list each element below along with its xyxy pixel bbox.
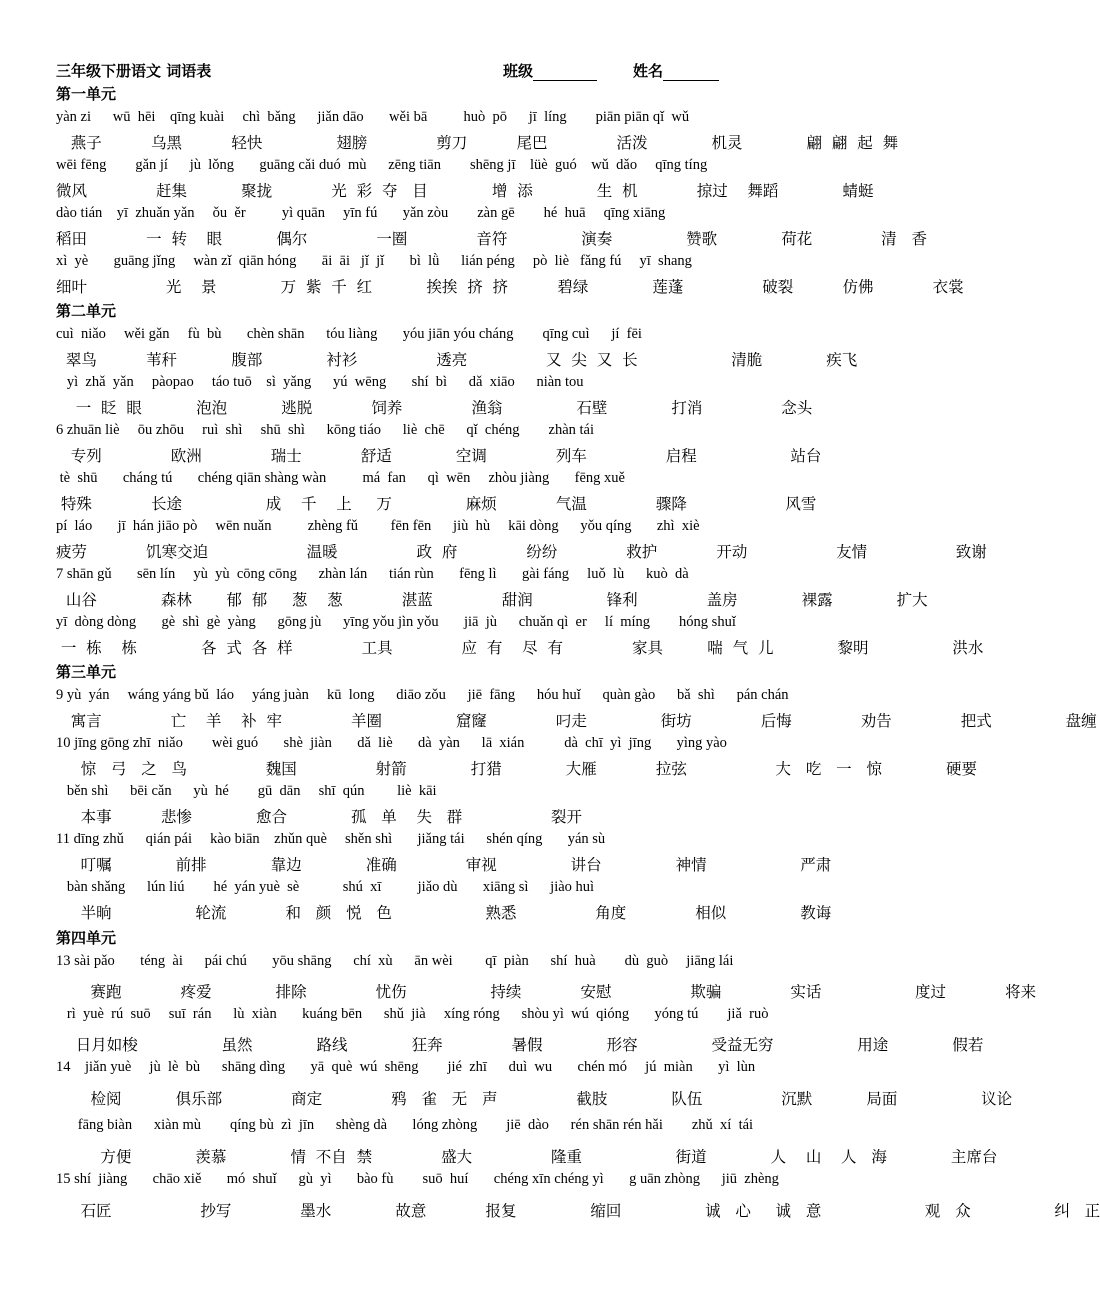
- pinyin-line: wēi fēng gǎn jí jù lǒng guāng cǎi duó mù zēng tiān shēng jī lüè guó wǔ dǎo qīng tíng: [56, 157, 708, 173]
- hanzi-line: 燕子 乌黑 轻快 翅膀 剪刀 尾巴 活泼 机灵 翩 翩 起 舞: [56, 134, 899, 152]
- unit-1-title: 第一单元: [56, 85, 117, 103]
- hanzi-line: 疲劳 饥寒交迫 温暖 政 府 纷纷 救护 开动 友情 致谢: [56, 543, 987, 561]
- hanzi-line: 特殊 长途 成 千 上 万 麻烦 气温 骤降 风雪: [56, 495, 817, 513]
- pinyin-line: 14 jiǎn yuè jù lè bù shāng dìng yā què wú shēng jié zhī duì wu chén mó jú miàn yì lùn: [56, 1059, 756, 1075]
- pinyin-line: yàn zi wū hēi qīng kuài chì bǎng jiǎn dāo wěi bā huò pō jī líng piān piān qǐ wǔ: [56, 109, 690, 125]
- pinyin-line: rì yuè rú suō suī rán lù xiàn kuáng bēn shǔ jià xíng róng shòu yì wú qióng yóng tú jiǎ ruò: [56, 1006, 769, 1022]
- hanzi-line: 一 栋 栋 各 式 各 样 工具 应 有 尽 有 家具 喘 气 儿 黎明 洪水: [56, 639, 984, 657]
- pinyin-line: běn shì bēi cǎn yù hé gū dān shī qún liè kāi: [56, 783, 437, 799]
- name-field: [633, 60, 719, 81]
- hanzi-line: 石匠 抄写 墨水 故意 报复 缩回 诚 心 诚 意 观 众 纠 正: [56, 1202, 1100, 1220]
- class-label: 班级: [503, 62, 534, 80]
- name-label: 姓名: [633, 62, 664, 80]
- pinyin-line: 6 zhuān liè ōu zhōu ruì shì shū shì kōng tiáo liè chē qǐ chéng zhàn tái: [56, 422, 595, 438]
- sheet-title: 三年级下册语文 词语表: [56, 62, 212, 80]
- hanzi-line: 专列 欧洲 瑞士 舒适 空调 列车 启程 站台: [56, 447, 822, 465]
- class-blank[interactable]: [533, 66, 597, 81]
- pinyin-line: tè shū cháng tú chéng qiān shàng wàn má fan qì wēn zhòu jiàng fēng xuě: [56, 470, 625, 486]
- hanzi-line: 检阅 俱乐部 商定 鸦 雀 无 声 截肢 队伍 沉默 局面 议论: [56, 1090, 1013, 1108]
- hanzi-line: 山谷 森林 郁 郁 葱 葱 湛蓝 甜润 锋利 盖房 裸露 扩大: [56, 591, 928, 609]
- hanzi-line: 叮嘱 前排 靠边 准确 审视 讲台 神情 严肃: [56, 856, 832, 874]
- pinyin-line: yì zhǎ yǎn pàopao táo tuō sì yǎng yú wēng shí bì dǎ xiāo niàn tou: [56, 374, 584, 390]
- hanzi-line: 方便 羡慕 情 不自 禁 盛大 隆重 街道 人 山 人 海 主席台: [56, 1148, 998, 1166]
- pinyin-line: 11 dīng zhǔ qián pái kào biān zhǔn què shěn shì jiǎng tái shén qíng yán sù: [56, 831, 606, 847]
- pinyin-line: pí láo jī hán jiāo pò wēn nuǎn zhèng fǔ fēn fēn jiù hù kāi dòng yǒu qíng zhì xiè: [56, 518, 700, 534]
- pinyin-line: bàn shǎng lún liú hé yán yuè sè shú xī jiǎo dù xiāng sì jiào huì: [56, 879, 595, 895]
- class-field: [503, 60, 597, 81]
- hanzi-line: 惊 弓 之 鸟 魏国 射箭 打猎 大雁 拉弦 大 吃 一 惊 硬要: [56, 760, 977, 778]
- hanzi-line: 日月如梭 虽然 路线 狂奔 暑假 形容 受益无穷 用途 假若: [56, 1036, 984, 1054]
- unit-2-title: 第二单元: [56, 302, 117, 320]
- pinyin-line: xì yè guāng jǐng wàn zǐ qiān hóng āi āi jǐ jǐ bì lǜ lián péng pò liè fǎng fú yī shang: [56, 253, 692, 269]
- pinyin-line: 9 yù yán wáng yáng bǔ láo yáng juàn kū long diāo zǒu jiē fāng hóu huǐ quàn gào bǎ shì pán chán: [56, 687, 789, 703]
- unit-3-title: 第三单元: [56, 663, 117, 681]
- pinyin-line: 7 shān gǔ sēn lín yù yù cōng cōng zhàn lán tián rùn fēng lì gài fáng luǒ lù kuò dà: [56, 566, 689, 582]
- pinyin-line: dào tián yī zhuǎn yǎn ǒu ěr yì quān yīn fú yǎn zòu zàn gē hé huā qīng xiāng: [56, 205, 666, 221]
- name-blank[interactable]: [663, 66, 719, 81]
- pinyin-line: cuì niǎo wěi gǎn fù bù chèn shān tóu liàng yóu jiān yóu cháng qīng cuì jí fēi: [56, 326, 642, 342]
- hanzi-line: 微风 赶集 聚拢 光 彩 夺 目 增 添 生 机 掠过 舞蹈 蜻蜓: [56, 182, 874, 200]
- hanzi-line: 寓言 亡 羊 补 牢 羊圈 窟窿 叼走 街坊 后悔 劝告 把式 盘缠: [56, 712, 1097, 730]
- pinyin-line: 13 sài pǎo téng ài pái chú yōu shāng chí xù ān wèi qī piàn shí huà dù guò jiāng lái: [56, 953, 734, 969]
- pinyin-line: yī dòng dòng gè shì gè yàng gōng jù yīng yǒu jìn yǒu jiā jù chuǎn qì er lí míng hóng shuǐ: [56, 614, 736, 630]
- hanzi-line: 赛跑 疼爱 排除 忧伤 持续 安慰 欺骗 实话 度过 将来: [56, 983, 1037, 1001]
- hanzi-line: 细叶 光 景 万 紫 千 红 挨挨 挤 挤 碧绿 莲蓬 破裂 仿佛 衣裳: [56, 278, 964, 296]
- hanzi-line: 一 眨 眼 泡泡 逃脱 饲养 渔翁 石壁 打消 念头: [56, 399, 813, 417]
- hanzi-line: 稻田 一 转 眼 偶尔 一圈 音符 演奏 赞歌 荷花 清 香: [56, 230, 927, 248]
- pinyin-line: 10 jīng gōng zhī niǎo wèi guó shè jiàn dǎ liè dà yàn lā xián dà chī yì jīng yìng yào: [56, 735, 727, 751]
- hanzi-line: 本事 悲惨 愈合 孤 单 失 群 裂开: [56, 808, 582, 826]
- pinyin-line: 15 shí jiàng chāo xiě mó shuǐ gù yì bào fù suō huí chéng xīn chéng yì g uān zhòng jiū zhèng: [56, 1171, 779, 1187]
- unit-4-title: 第四单元: [56, 929, 117, 947]
- hanzi-line: 翠鸟 苇秆 腹部 衬衫 透亮 又 尖 又 长 清脆 疾飞: [56, 351, 858, 369]
- hanzi-line: 半晌 轮流 和 颜 悦 色 熟悉 角度 相似 教诲: [56, 904, 832, 922]
- pinyin-line: fāng biàn xiàn mù qíng bù zì jīn shèng dà lóng zhòng jiē dào rén shān rén hǎi zhǔ xí tái: [56, 1117, 754, 1133]
